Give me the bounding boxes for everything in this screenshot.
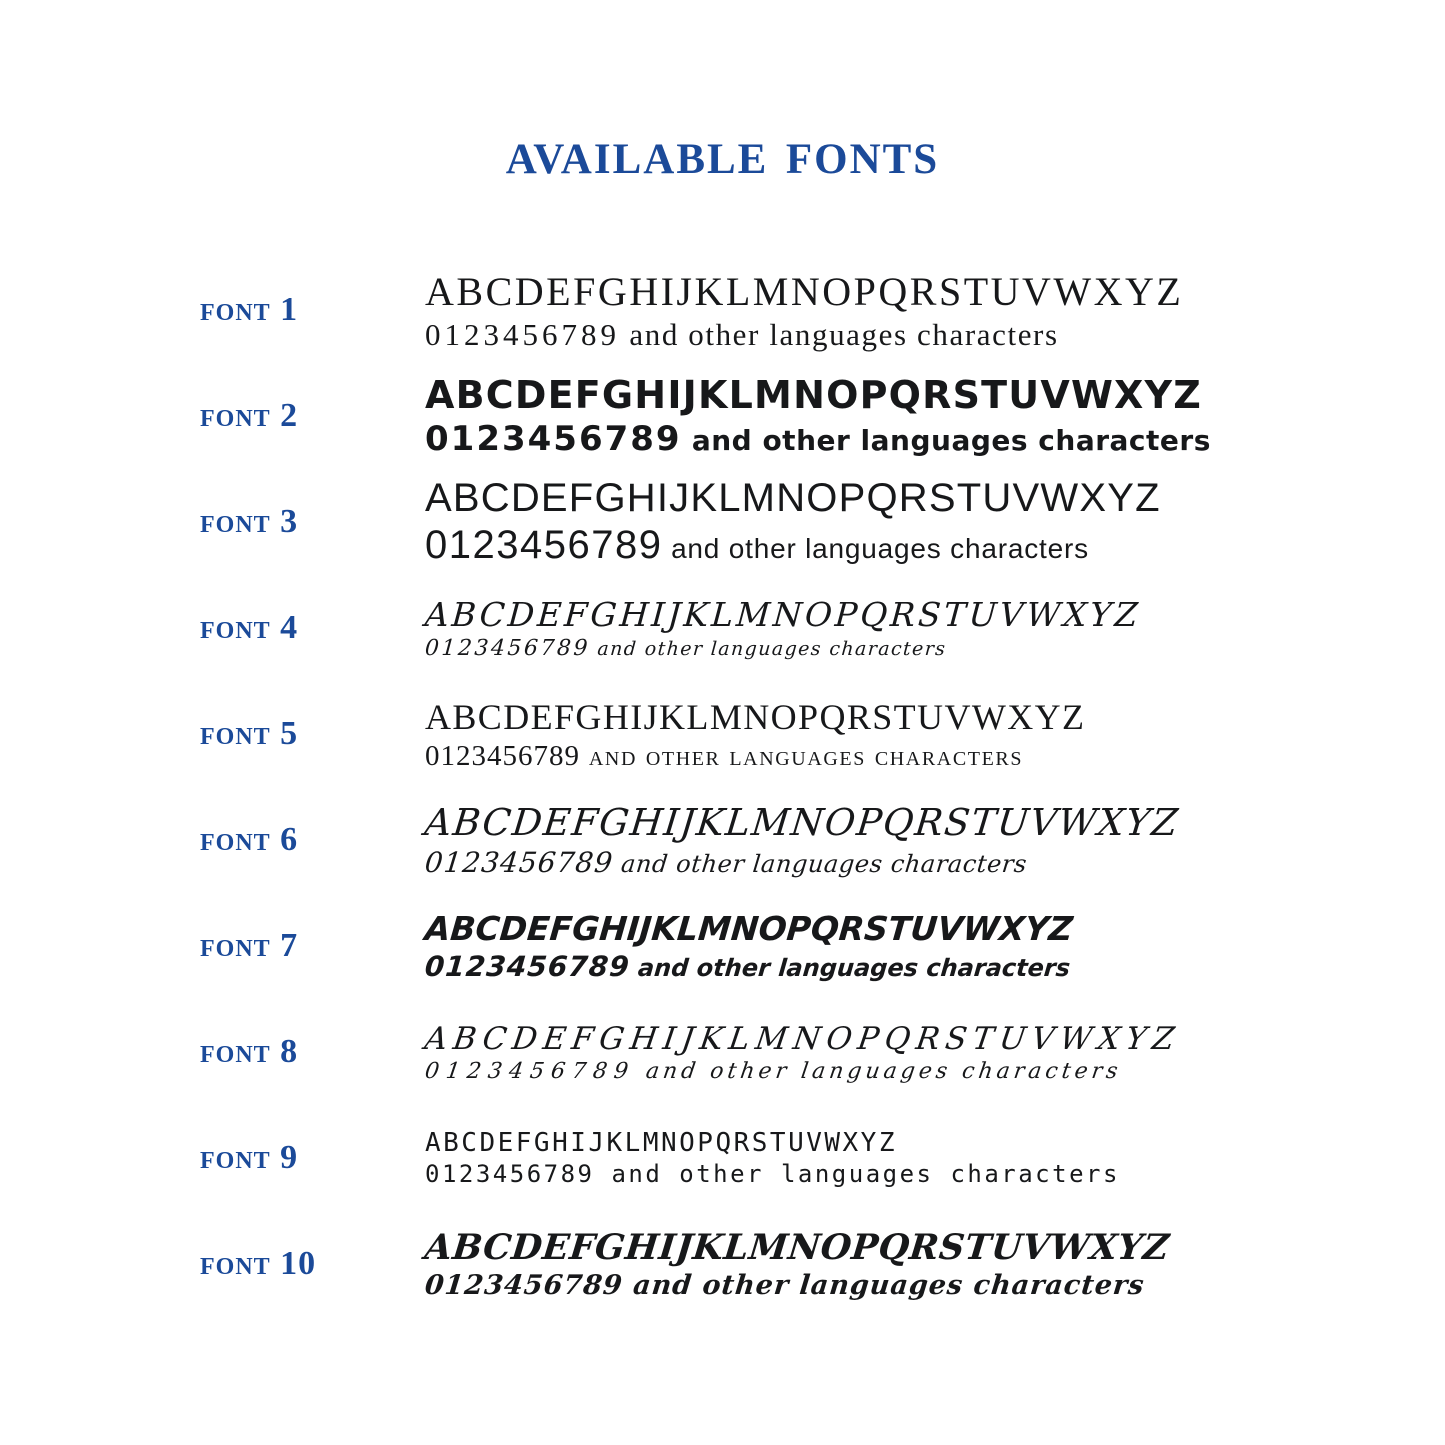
tail-text: and other languages characters (629, 316, 1059, 352)
font-preview-6 (422, 801, 1350, 879)
tail-text: and other languages characters (588, 739, 1024, 772)
tail-text: and other languages characters (596, 638, 948, 660)
tail-text: and other languages characters (671, 533, 1089, 564)
digits-text: 0123456789 (424, 636, 591, 661)
alphabet-line: ABCDEFGHIJKLMNOPQRSTUVWXYZ (425, 476, 1161, 520)
tail-text: and other languages characters (611, 1160, 1120, 1188)
tail-text: and other languages characters (644, 1058, 1124, 1084)
tail-text: and other languages characters (691, 424, 1211, 457)
font-label-6: font 6 (200, 821, 299, 859)
font-sample-row[interactable] (200, 474, 1350, 570)
digits-text: 0123456789 (425, 1160, 595, 1188)
font-preview-8 (422, 1020, 1350, 1084)
digits-text: 0123456789 (423, 846, 615, 879)
digits-text: 0123456789 (423, 1058, 637, 1084)
numbers-line (425, 317, 1350, 353)
alphabet-line: ABCDEFGHIJKLMNOPQRSTUVWXYZ (425, 268, 1184, 314)
digits-text: 0123456789 (423, 1270, 625, 1301)
alphabet-line: ABCDEFGHIJKLMNOPQRSTUVWXYZ (422, 1020, 1183, 1057)
font-sample-row[interactable] (200, 580, 1350, 676)
font-label-5: font 5 (200, 715, 299, 753)
tail-text: and other languages characters (636, 954, 1072, 982)
numbers-line (425, 419, 1350, 459)
font-preview-9 (425, 1128, 1350, 1188)
font-sample-row[interactable] (200, 1216, 1350, 1312)
alphabet-line: ABCDEFGHIJKLMNOPQRSTUVWXYZ (423, 595, 1142, 634)
alphabet-line: ABCDEFGHIJKLMNOPQRSTUVWXYZ (423, 909, 1075, 948)
digits-text: 0123456789 (423, 950, 632, 983)
numbers-line (425, 1160, 1350, 1188)
font-preview-3 (425, 476, 1350, 568)
font-label-9: font 9 (200, 1139, 299, 1177)
font-label-8: font 8 (200, 1033, 299, 1071)
alphabet-line: ABCDEFGHIJKLMNOPQRSTUVWXYZ (422, 1227, 1172, 1268)
font-preview-2 (425, 373, 1350, 459)
font-label-4: font 4 (200, 609, 299, 647)
alphabet-line: ABCDEFGHIJKLMNOPQRSTUVWXYZ (425, 1128, 897, 1158)
digits-text: 0123456789 (425, 419, 682, 459)
font-sample-row[interactable] (200, 686, 1350, 782)
numbers-line (424, 636, 947, 661)
alphabet-line: ABCDEFGHIJKLMNOPQRSTUVWXYZ (425, 696, 1086, 737)
font-label-7: font 7 (200, 927, 299, 965)
font-label-3: font 3 (200, 503, 299, 541)
tail-text: and other languages characters (619, 850, 1029, 878)
font-sample-row[interactable] (200, 262, 1350, 358)
font-label-10: font 10 (200, 1245, 317, 1283)
font-preview-5 (425, 696, 1350, 773)
numbers-line (423, 1270, 1146, 1301)
numbers-line (424, 950, 1072, 983)
digits-text: 0123456789 (425, 523, 663, 567)
font-preview-10 (422, 1227, 1350, 1301)
font-sample-row[interactable] (200, 898, 1350, 994)
numbers-line (423, 846, 1029, 879)
font-sample-row[interactable] (200, 792, 1350, 888)
page-title: available fonts (505, 119, 940, 187)
font-preview-4 (425, 595, 1350, 661)
digits-text: 0123456789 (425, 316, 620, 352)
numbers-line (425, 523, 1350, 568)
font-sample-row[interactable] (200, 1110, 1350, 1206)
digits-text: 0123456789 (425, 739, 580, 772)
numbers-line (425, 740, 1350, 773)
font-label-2: font 2 (200, 397, 299, 435)
alphabet-line: ABCDEFGHIJKLMNOPQRSTUVWXYZ (425, 373, 1203, 417)
font-preview-1 (425, 268, 1350, 353)
numbers-line (423, 1059, 1123, 1084)
alphabet-line: ABCDEFGHIJKLMNOPQRSTUVWXYZ (422, 801, 1182, 844)
font-sample-row[interactable] (200, 368, 1350, 464)
tail-text: and other languages characters (631, 1270, 1147, 1301)
font-sample-list (200, 262, 1350, 1322)
font-sample-row[interactable] (200, 1004, 1350, 1100)
font-preview-7 (425, 909, 1350, 983)
font-label-1: font 1 (200, 291, 299, 329)
